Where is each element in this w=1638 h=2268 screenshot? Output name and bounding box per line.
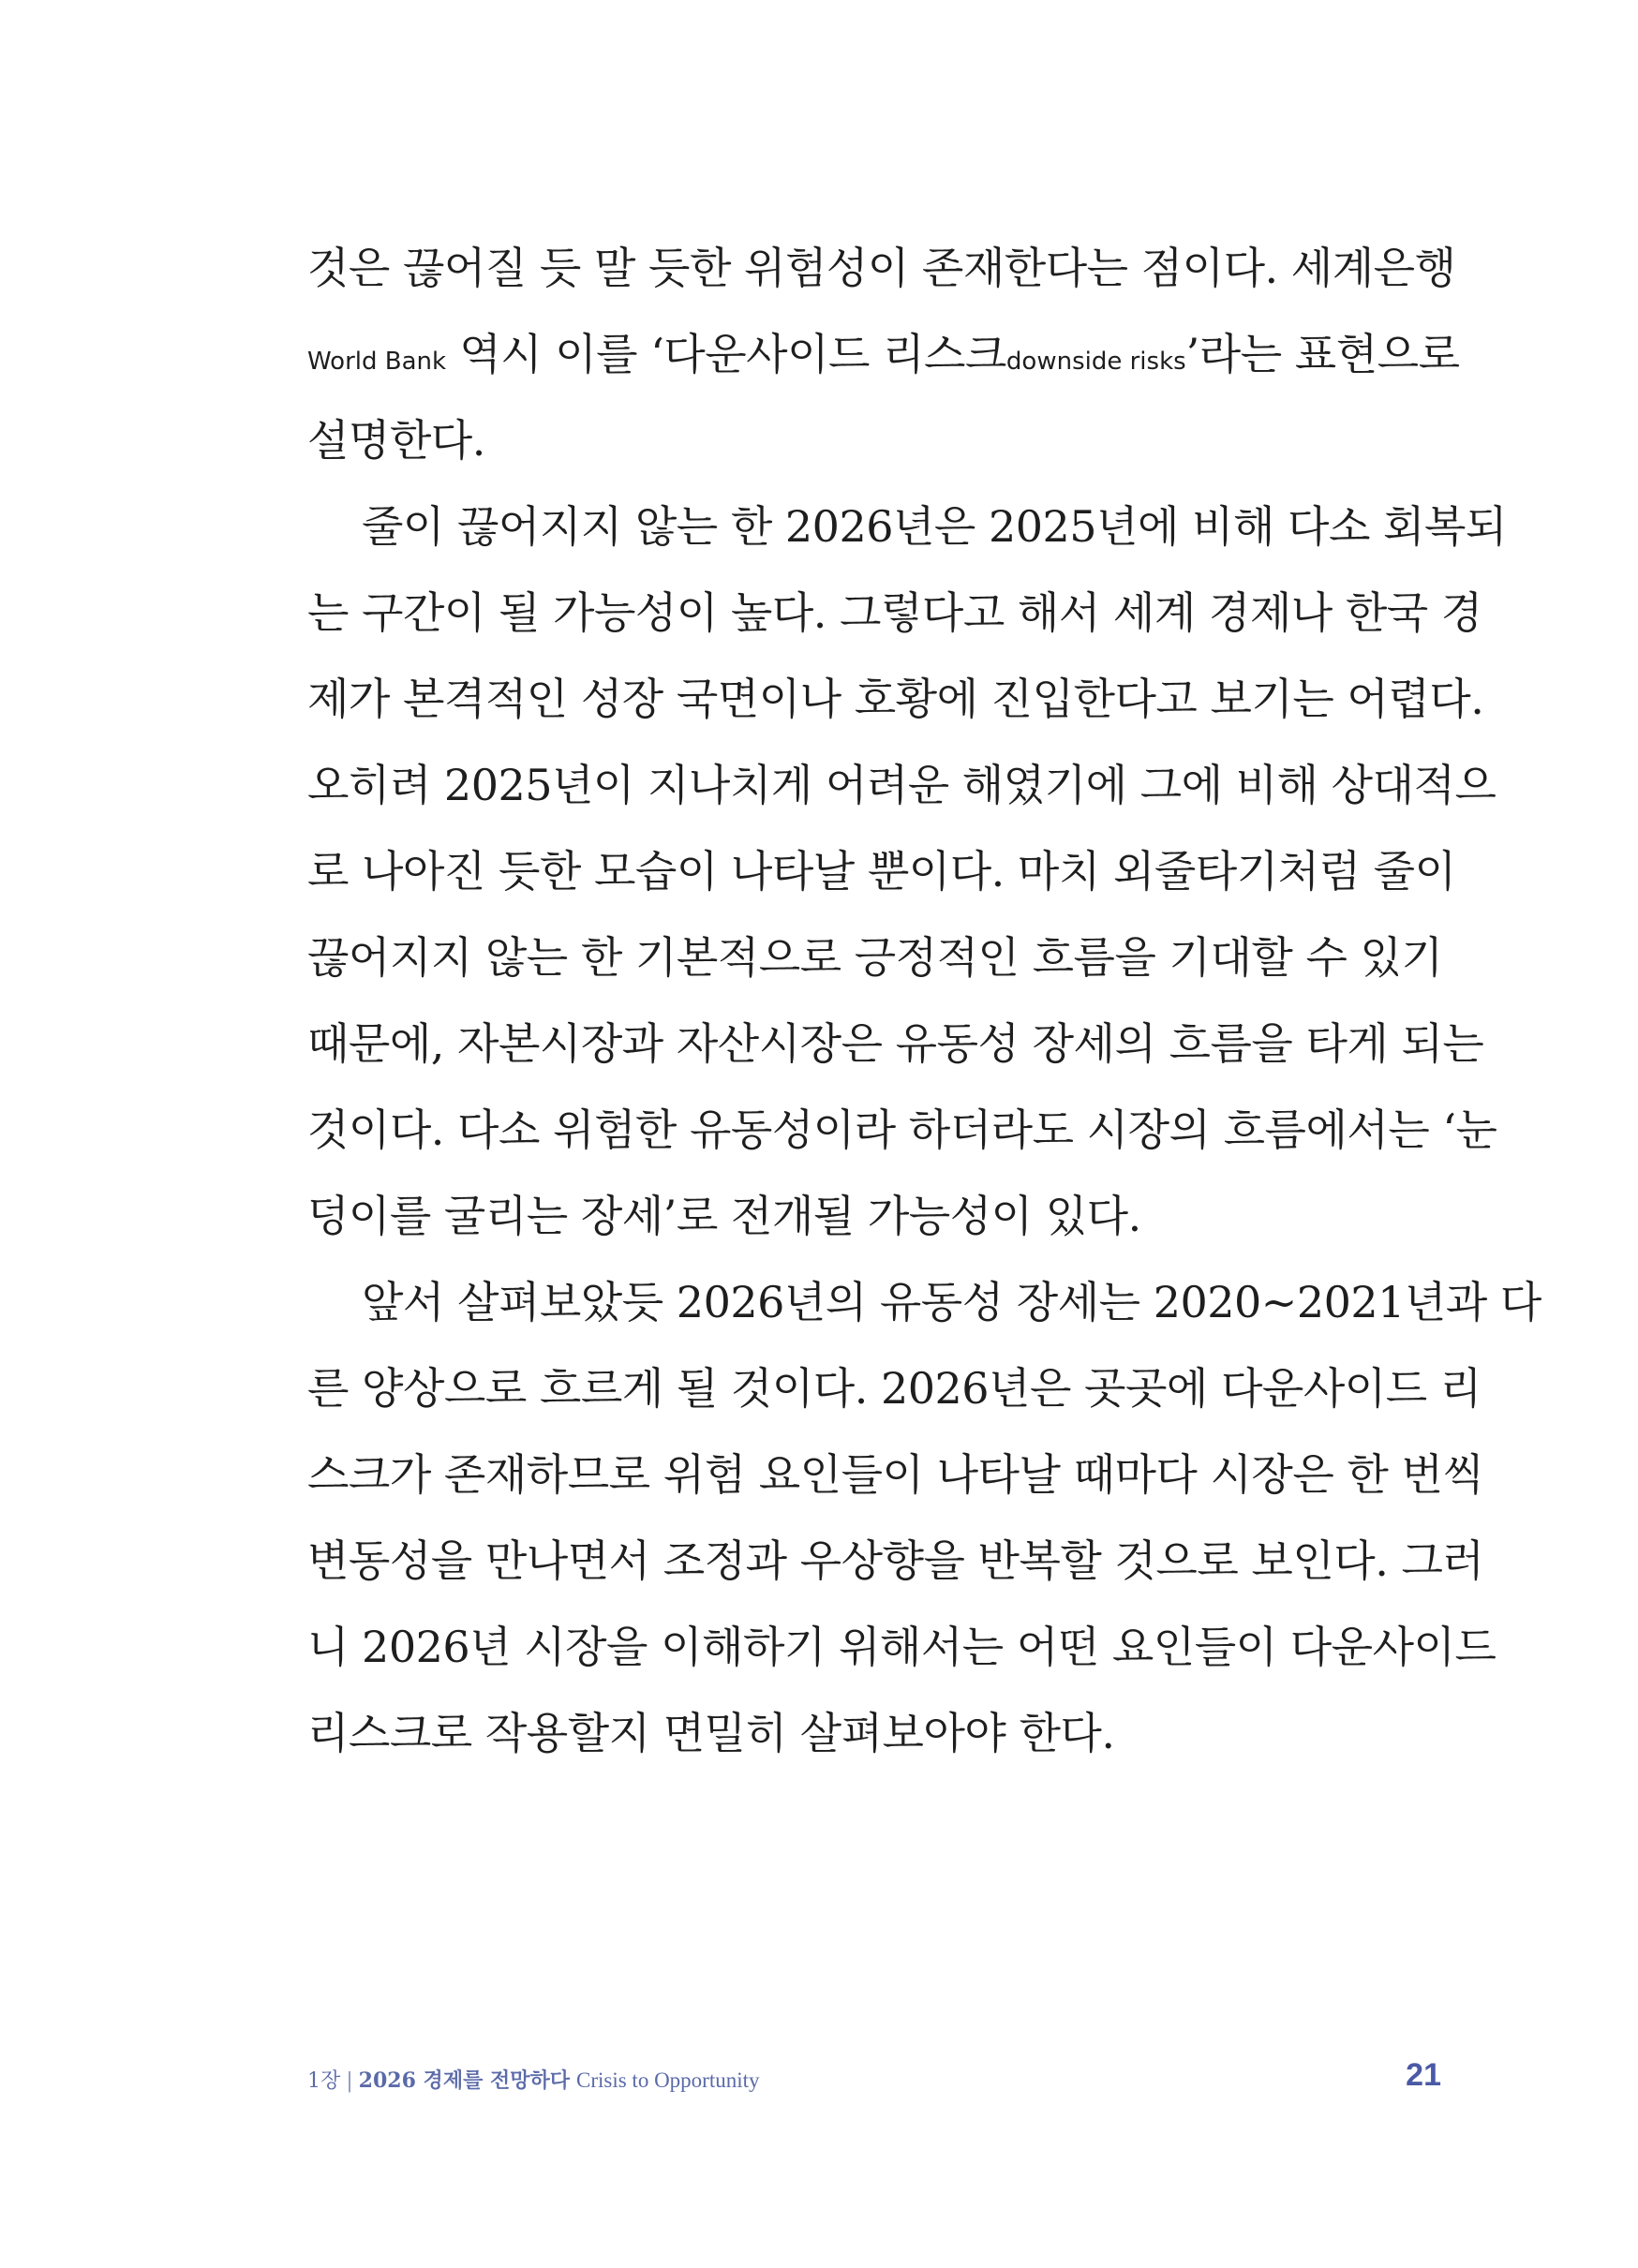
paragraph-first-line: 앞서 살펴보았듯 2026년의 유동성 장세는 2020~2021년과 다 bbox=[362, 1277, 1541, 1327]
text-line: 것은 끊어질 듯 말 듯한 위험성이 존재한다는 점이다. 세계은행 bbox=[307, 243, 1456, 293]
text-line: 끊어지지 않는 한 기본적으로 긍정적인 흐름을 기대할 수 있기 bbox=[307, 932, 1443, 983]
text-line: 제가 본격적인 성장 국면이나 호황에 진입한다고 보기는 어렵다. bbox=[307, 674, 1484, 724]
book-subtitle: Crisis to Opportunity bbox=[576, 2068, 760, 2092]
page-footer bbox=[307, 2057, 1441, 2095]
text-line bbox=[307, 311, 1460, 397]
book-title: 2026 경제를 전망하다 bbox=[358, 2068, 570, 2093]
body-text bbox=[307, 225, 1541, 1776]
text-line: 설명한다. bbox=[307, 415, 485, 466]
chapter-label: 1장 bbox=[307, 2069, 341, 2093]
text-line: 덩이를 굴리는 장세’로 전개될 가능성이 있다. bbox=[307, 1191, 1141, 1241]
text-line: 때문에, 자본시장과 자산시장은 유동성 장세의 흐름을 타게 되는 bbox=[307, 1018, 1484, 1069]
text-line: 로 나아진 듯한 모습이 나타날 뿐이다. 마치 외줄타기처럼 줄이 bbox=[307, 846, 1456, 897]
text-line: 것이다. 다소 위험한 유동성이라 하더라도 시장의 흐름에서는 ‘눈 bbox=[307, 1104, 1497, 1155]
text-line: 니 2026년 시장을 이해하기 위해서는 어떤 요인들이 다운사이드 bbox=[307, 1622, 1497, 1672]
text-line: 오히려 2025년이 지나치게 어려운 해였기에 그에 비해 상대적으 bbox=[307, 760, 1497, 810]
text-line: 리스크로 작용할지 면밀히 살펴보아야 한다. bbox=[307, 1708, 1115, 1758]
text-line: 른 양상으로 흐르게 될 것이다. 2026년은 곳곳에 다운사이드 리 bbox=[307, 1363, 1482, 1414]
text-segment: ’라는 표현으로 bbox=[1185, 329, 1460, 379]
text-segment: 역시 이를 ‘다운사이드 리스크 bbox=[446, 329, 1006, 379]
english-term-world-bank: World Bank bbox=[307, 348, 447, 376]
english-term-downside-risks: downside risks bbox=[1005, 348, 1186, 376]
footer-separator: | bbox=[346, 2069, 353, 2093]
text-line: 는 구간이 될 가능성이 높다. 그렇다고 해서 세계 경제나 한국 경 bbox=[307, 587, 1482, 638]
page-number: 21 bbox=[1406, 2057, 1441, 2093]
text-line: 변동성을 만나면서 조정과 우상향을 반복할 것으로 보인다. 그러 bbox=[307, 1535, 1484, 1586]
running-footer bbox=[307, 2065, 760, 2094]
paragraph-first-line: 줄이 끊어지지 않는 한 2026년은 2025년에 비해 다소 회복되 bbox=[362, 501, 1507, 552]
text-line: 스크가 존재하므로 위험 요인들이 나타날 때마다 시장은 한 번씩 bbox=[307, 1449, 1484, 1500]
